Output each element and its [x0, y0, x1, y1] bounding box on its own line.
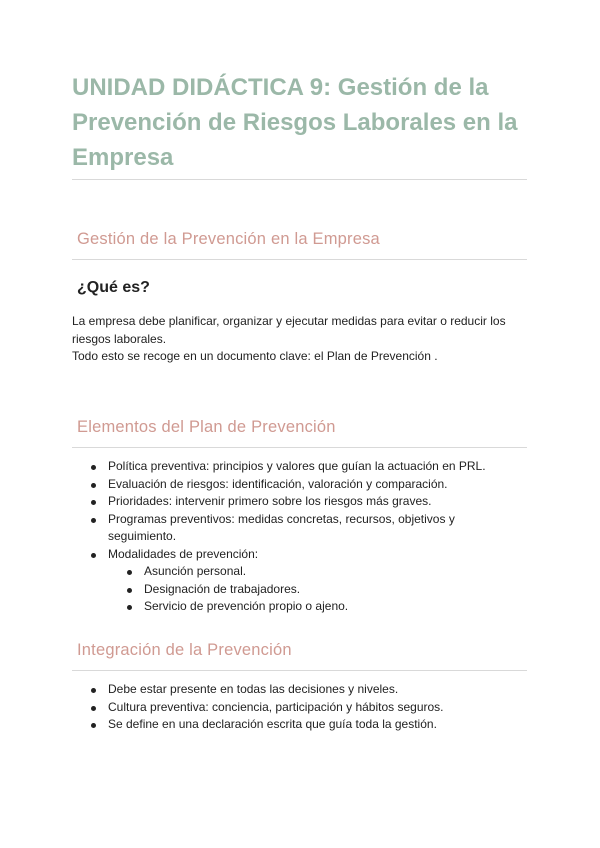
paragraph-line: Todo esto se recoge en un documento clave: el Plan de Prevención .: [72, 349, 438, 363]
section-divider: [72, 259, 527, 260]
list-item: Prioridades: intervenir primero sobre los riesgos más graves.: [108, 493, 498, 511]
intro-paragraph: [72, 313, 527, 366]
sublist-item: Servicio de prevención propio o ajeno.: [144, 598, 498, 616]
document-title: UNIDAD DIDÁCTICA 9: Gestión de la Prevención de Riesgos Laborales en la Empresa: [72, 74, 518, 171]
sublist-item: Designación de trabajadores.: [144, 581, 498, 599]
list-item: Se define en una declaración escrita que guía toda la gestión.: [108, 716, 498, 734]
section-heading-integracion: Integración de la Prevención: [77, 641, 292, 659]
list-item-label: Modalidades de prevención:: [108, 546, 259, 561]
list-item: Debe estar presente en todas las decisiones y niveles.: [108, 681, 498, 699]
list-item: Evaluación de riesgos: identificación, valoración y comparación.: [108, 476, 498, 494]
integration-list: [108, 681, 498, 734]
modalidades-sublist: [108, 563, 498, 616]
section-divider: [72, 447, 527, 448]
list-item: Programas preventivos: medidas concretas, recursos, objetivos y seguimiento.: [108, 511, 498, 546]
section-heading-gestion: Gestión de la Prevención en la Empresa: [77, 230, 380, 248]
list-item: Cultura preventiva: conciencia, participación y hábitos seguros.: [108, 699, 498, 717]
section-heading-elementos: Elementos del Plan de Prevención: [77, 418, 336, 436]
sublist-item: Asunción personal.: [144, 563, 498, 581]
title-divider: [72, 179, 527, 180]
subheading-que-es: ¿Qué es?: [77, 279, 150, 296]
plan-elements-list: [108, 458, 498, 616]
list-item-modalidades: [108, 546, 498, 616]
list-item: Política preventiva: principios y valores que guían la actuación en PRL.: [108, 458, 498, 476]
section-divider: [72, 670, 527, 671]
paragraph-line: La empresa debe planificar, organizar y ejecutar medidas para evitar o reducir los riesgos laborales.: [72, 314, 506, 346]
